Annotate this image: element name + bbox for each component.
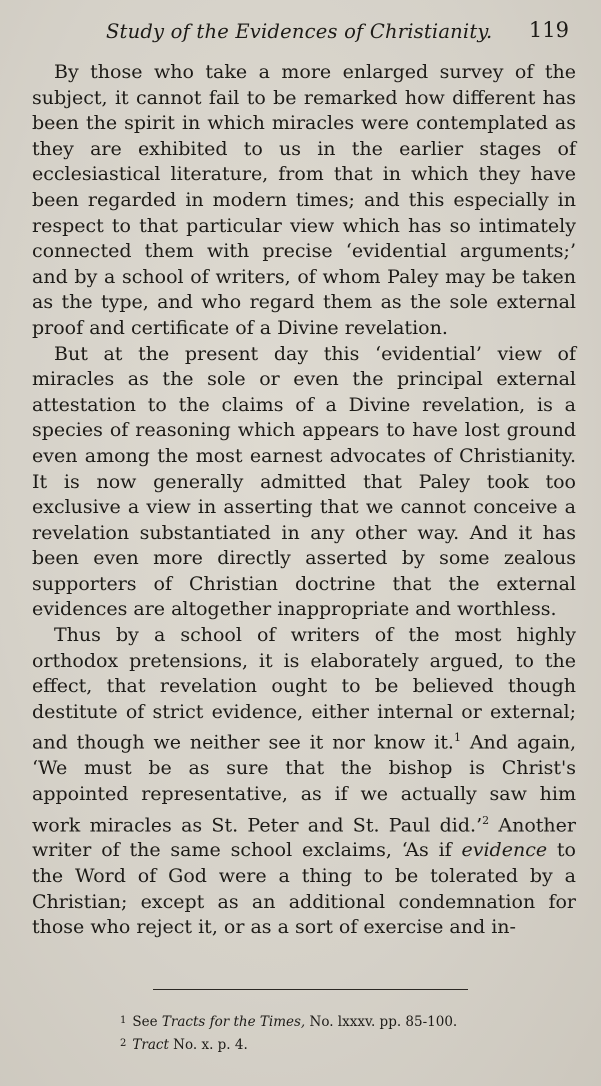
body-text — [32, 60, 576, 941]
footnote-2-title: Tract — [132, 1037, 169, 1053]
footnote-2-mark: 2 — [120, 1038, 127, 1049]
footnote-2 — [120, 1033, 540, 1056]
footnote-reference-1: 1 — [453, 731, 461, 745]
emphasis-evidence: evidence — [461, 839, 548, 862]
running-title: Study of the Evidences of Christianity. — [106, 20, 493, 43]
paragraph-2: But at the present day this ‘evidential’ view of miracles as the sole or even the principal external attestation to the claims of a Divine revelation, is a species of reasoning which appears to have lost ground even among the most earnest advocates of Christianity. It is now generally admitted that Paley took too exclusive a view in asserting that we cannot conceive a revelation substantiated in any other way. And it has been even more directly asserted by some zealous supporters of Christian doctrine that the external evidences are altogether inappropriate and worthless. — [32, 342, 576, 621]
paragraph-3-text-c: Another writer of the same school exclaims, ‘As if — [32, 813, 576, 862]
paragraph-3-text-b: And again, ‘We must be as sure that the bishop is Christ's appointed representative, as if we actually saw him work miracles as St. Peter and St. Paul did.’ — [32, 731, 576, 836]
footnote-1-suffix: No. lxxxv. pp. 85-100. — [305, 1014, 458, 1030]
footnote-1-title: Tracts for the Times, — [161, 1014, 306, 1030]
page-number: 119 — [528, 18, 569, 42]
footnote-1-prefix: See — [132, 1014, 162, 1030]
page-header — [0, 16, 601, 50]
paragraph-3-text-d: to the Word of God were a thing to be tolerated by a Christian; except as an additional condemnation for those who reject it, or as a sort of exercise and in- — [32, 839, 576, 939]
footnote-1 — [120, 1010, 540, 1033]
footnote-1-mark: 1 — [120, 1015, 127, 1026]
footnote-2-suffix: No. x. p. 4. — [168, 1037, 248, 1053]
paragraph-3-text-a: Thus by a school of writers of the most highly orthodox pretensions, it is elaborately argued, to the effect, that revelation ought to be believed though destitute of strict evidence, either internal or external; and though we neither see it nor know it. — [32, 624, 576, 754]
paragraph-3 — [32, 623, 576, 941]
footnote-reference-2: 2 — [482, 813, 490, 827]
paragraph-1: By those who take a more enlarged survey of the subject, it cannot fail to be remarked how different has been the spirit in which miracles were contemplated as they are exhibited to us in the earlier stages of ecclesiastical literature, from that in which they have been regarded in modern times; and this especially in respect to that particular view which has so intimately connected them with precise ‘evidential arguments;’ and by a school of writers, of whom Paley may be taken as the type, and who regard them as the sole external proof and certificate of a Divine revelation. — [32, 61, 576, 339]
footnote-rule — [153, 989, 468, 990]
footnotes — [120, 1010, 540, 1056]
